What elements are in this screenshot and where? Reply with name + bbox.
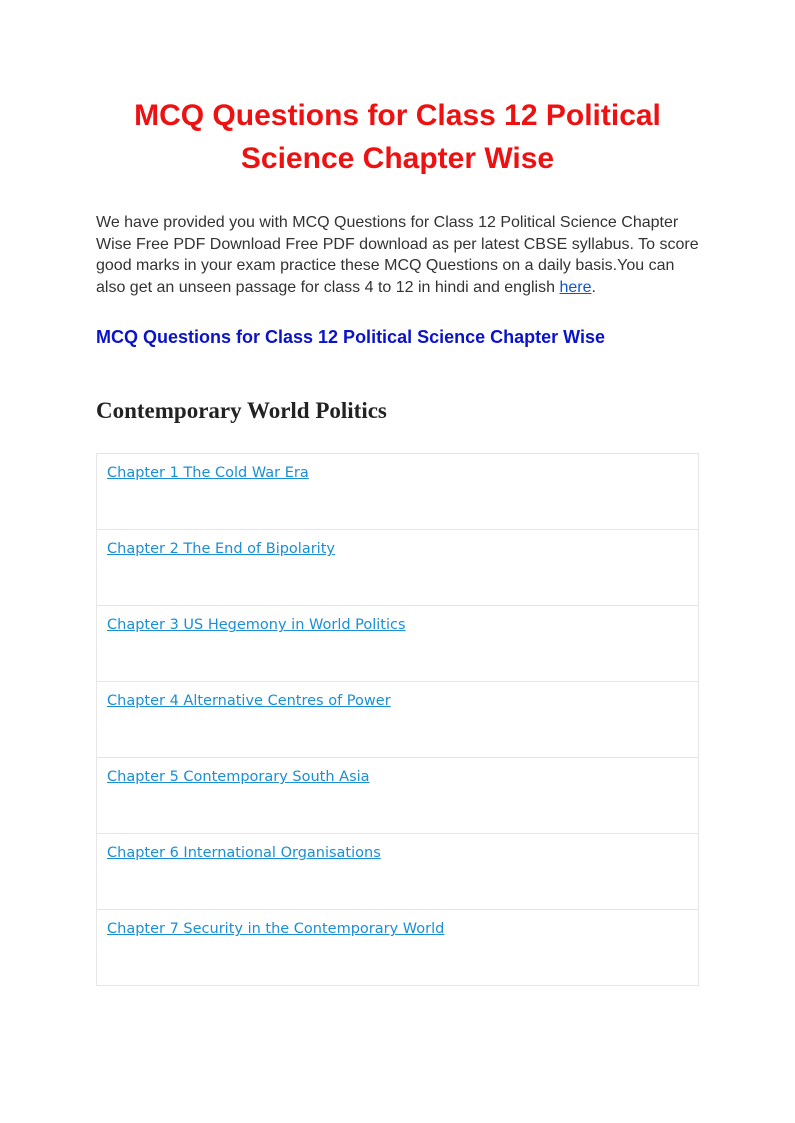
table-row [97,454,699,530]
chapter-link-2[interactable]: Chapter 2 The End of Bipolarity [107,541,335,558]
table-row [97,682,699,758]
chapter-link-5[interactable]: Chapter 5 Contemporary South Asia [107,769,370,786]
table-row [97,834,699,910]
table-row [97,606,699,682]
table-cell [97,454,699,530]
section-heading: Contemporary World Politics [96,398,387,424]
table-cell [97,834,699,910]
chapter-link-6[interactable]: Chapter 6 International Organisations [107,845,381,862]
document-page [96,0,699,986]
chapter-link-3[interactable]: Chapter 3 US Hegemony in World Politics [107,617,406,634]
table-cell [97,682,699,758]
chapter-link-7[interactable]: Chapter 7 Security in the Contemporary World [107,921,445,938]
table-cell [97,606,699,682]
chapter-table [96,453,699,986]
table-row [97,530,699,606]
table-cell [97,910,699,986]
here-link[interactable]: here [559,278,592,296]
table-row [97,910,699,986]
intro-trailing: . [591,278,596,296]
page-title: MCQ Questions for Class 12 Political Science Chapter Wise [134,99,661,175]
chapter-link-1[interactable]: Chapter 1 The Cold War Era [107,465,309,482]
table-row [97,758,699,834]
intro-paragraph [96,212,699,298]
table-cell [97,758,699,834]
chapter-wise-subheading: MCQ Questions for Class 12 Political Science Chapter Wise [96,327,605,348]
table-cell [97,530,699,606]
intro-text: We have provided you with MCQ Questions for Class 12 Political Science Chapter Wise Free PDF Download Free PDF download as per latest CBSE syllabus. To score good marks in your exam practice these MCQ Questions on a daily basis.You can also get an unseen passage for class 4 to 12 in hindi and english [96,214,699,296]
chapter-link-4[interactable]: Chapter 4 Alternative Centres of Power [107,693,391,710]
